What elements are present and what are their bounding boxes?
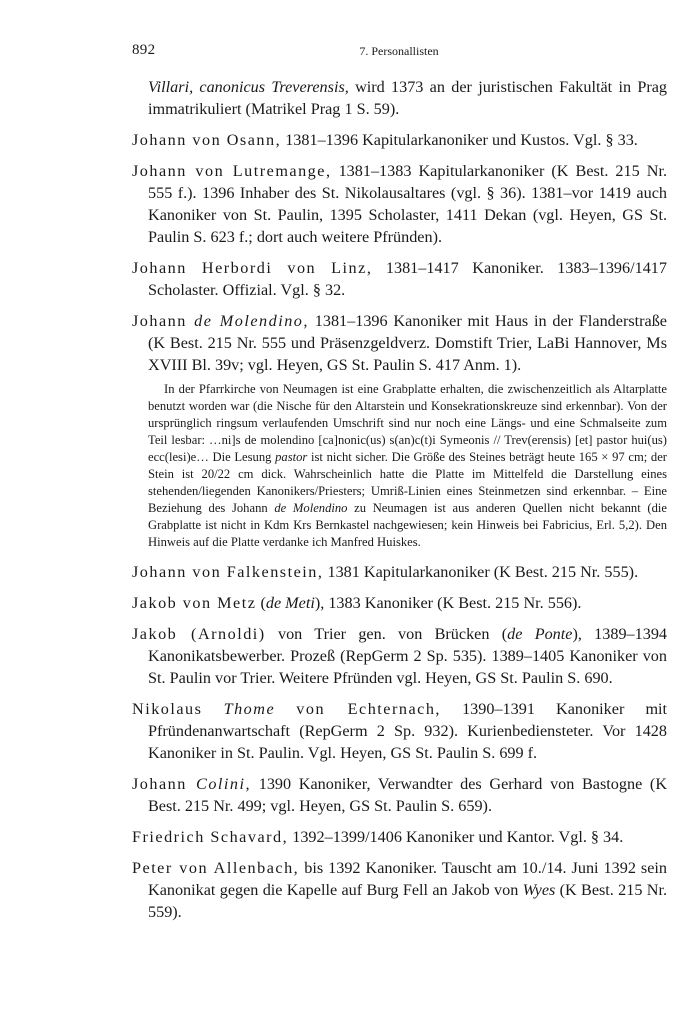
note-text: In der Pfarrkirche von Neumagen ist eine Grabplatte erhalten, die zwischenzeitlich als Altarplatte benutzt worden war (die Nische für den Altarstein und Konsekrationskreuze sind erkennbar). Von der ursprünglich ringsum verlaufenden Umschrift sind nur noch eine Längs- und eine Schmalseite zum Teil lesbar: …ni]s de molendino [ca]nonic(us) s(an)c(t)i Symeonis // Trev(erensis) [et] pastor hui(us) ecc(lesi)e… Die Lesung — [148, 382, 667, 464]
entry-johann-herbordi — [132, 257, 667, 301]
page-body — [132, 76, 667, 932]
entry-continuation — [132, 76, 667, 120]
entry-name-italic: Thome — [223, 700, 276, 718]
entry-name-italic: Colini, — [196, 775, 252, 793]
note-italic: de Molendino — [274, 501, 348, 515]
entry-text: 1381 Kapitularkanoniker (K Best. 215 Nr. 555). — [323, 563, 639, 581]
entry-text: von Trier gen. von Brücken ( — [265, 625, 508, 643]
entry-name: Peter von Allenbach, — [132, 859, 300, 877]
entry-name-italic: Villari, canonicus Treverensis, — [148, 78, 349, 96]
entry-italic: Wyes — [522, 881, 556, 899]
page-number: 892 — [132, 42, 156, 58]
entry-jakob-von-metz: Jakob von Metz (de Meti), 1383 Kanoniker (K Best. 215 Nr. 556). — [132, 594, 582, 612]
note-text: ist nicht sicher. Die Größe des Steines beträgt heute 165 × 97 cm; der Stein ist 20/22 cm dick. Wahrscheinlich hatte die Platte im Mittelfeld die Darstellung eines stehenden/liegenden Kanonikers/Priesters; Umriß-Linien eines Steinmetzen sind erkennbar. – Eine Beziehung des Johann — [148, 450, 667, 515]
entry-johann-von-lutremange — [132, 160, 667, 248]
entry-name: Johann Herbordi von Linz, — [132, 259, 373, 277]
entry-name: Johann — [132, 312, 195, 330]
entry-peter-von-allenbach — [132, 857, 667, 923]
entry-johann-von-falkenstein — [132, 561, 667, 583]
entry-text: 1381–1396 Kapitularkanoniker und Kustos. Vgl. § 33. — [281, 131, 638, 149]
note-text: zu Neumagen ist aus anderen Quellen nicht bekannt (die Grabplatte ist nicht in Kdm Krs Bernkastel nachgewiesen; kein Hinweis bei Fabricius, Erl. 5,2). Den Hinweis auf die Platte verdanke ich Manfred Huiskes. — [148, 501, 667, 549]
entry-name: Nikolaus — [132, 700, 203, 718]
entry-text: 1390 Kanoniker, Verwandter des Gerhard von Bastogne (K Best. 215 Nr. 499; vgl. Heyen, GS St. Paulin S. 659). — [148, 775, 668, 815]
entry-name: Johann von Osann, — [132, 131, 282, 149]
entry-name-italic: de Molendino, — [194, 312, 309, 330]
page-header — [132, 42, 666, 62]
entry-johann-von-osann — [132, 129, 667, 151]
entry-italic: de Ponte — [507, 625, 573, 643]
entry-name: von Echternach, — [296, 700, 441, 718]
entry-text: , 1383 Kanoniker (K Best. 215 Nr. 556). — [320, 594, 582, 612]
entry-name: Jakob von Metz — [132, 594, 257, 612]
entry-jakob-arnoldi — [132, 623, 667, 689]
entry-johann-de-molendino — [132, 310, 667, 376]
entry-text: (K Best. 215 Nr. 559). — [148, 881, 668, 921]
entry-name: Jakob (Arnoldi) — [132, 625, 266, 643]
entry-name: Johann von Lutremange, — [132, 162, 332, 180]
entry-friedrich-schavard — [132, 826, 667, 848]
entry-name: Friedrich Schavard, — [132, 828, 289, 846]
entry-name-italic: de Meti — [265, 594, 315, 612]
entry-text: 1381–1417 Kanoniker. 1383–1396/1417 Scholaster. Offizial. Vgl. § 32. — [148, 259, 667, 299]
entry-text: 1392–1399/1406 Kanoniker und Kantor. Vgl. § 34. — [288, 828, 624, 846]
entry-text: 1381–1396 Kanoniker mit Haus in der Flanderstraße (K Best. 215 Nr. 555 und Präsenzgeldverz. Domstift Trier, LaBi Hannover, Ms XVIII Bl. 39v; vgl. Heyen, GS St. Paulin S. 417 Anm. 1). — [148, 312, 667, 374]
note-paragraph — [132, 381, 667, 551]
entry-text: wird 1373 an der juristischen Fakultät in Prag immatrikuliert (Matrikel Prag 1 S. 59). — [148, 78, 667, 118]
entry-text: bis 1392 Kanoniker. Tauscht am 10./14. Juni 1392 sein Kanonikat gegen die Kapelle auf Burg Fell an Jakob von — [148, 859, 667, 899]
entry-text: ), 1389–1394 Kanonikatsbewerber. Prozeß (RepGerm 2 Sp. 535). 1389–1405 Kanoniker von St. Paulin vor Trier. Weitere Pfründen vgl. Heyen, GS St. Paulin S. 690. — [148, 625, 668, 687]
entry-nikolaus-thome — [132, 698, 667, 764]
entry-johann-colini — [132, 773, 667, 817]
entry-text: 1381–1383 Kapitularkanoniker (K Best. 215 Nr. 555 f.). 1396 Inhaber des St. Nikolausaltares (vgl. § 36). 1381–vor 1419 auch Kanoniker von St. Paulin, 1395 Scholaster, 1411 Dekan (vgl. Heyen, GS St. Paulin S. 623 f.; dort auch weitere Pfründen). — [148, 162, 667, 246]
entry-name: Johann von Falkenstein, — [132, 563, 324, 581]
entry-text: 1390–1391 Kanoniker mit Pfründenanwartschaft (RepGerm 2 Sp. 932). Kurienbediensteter. Vor 1428 Kanoniker in St. Paulin. Vgl. Heyen, GS St. Paulin S. 699 f. — [148, 700, 668, 762]
running-head: 7. Personallisten — [359, 44, 439, 58]
entry-name: Johann — [132, 775, 197, 793]
note-italic: pastor — [275, 450, 308, 464]
